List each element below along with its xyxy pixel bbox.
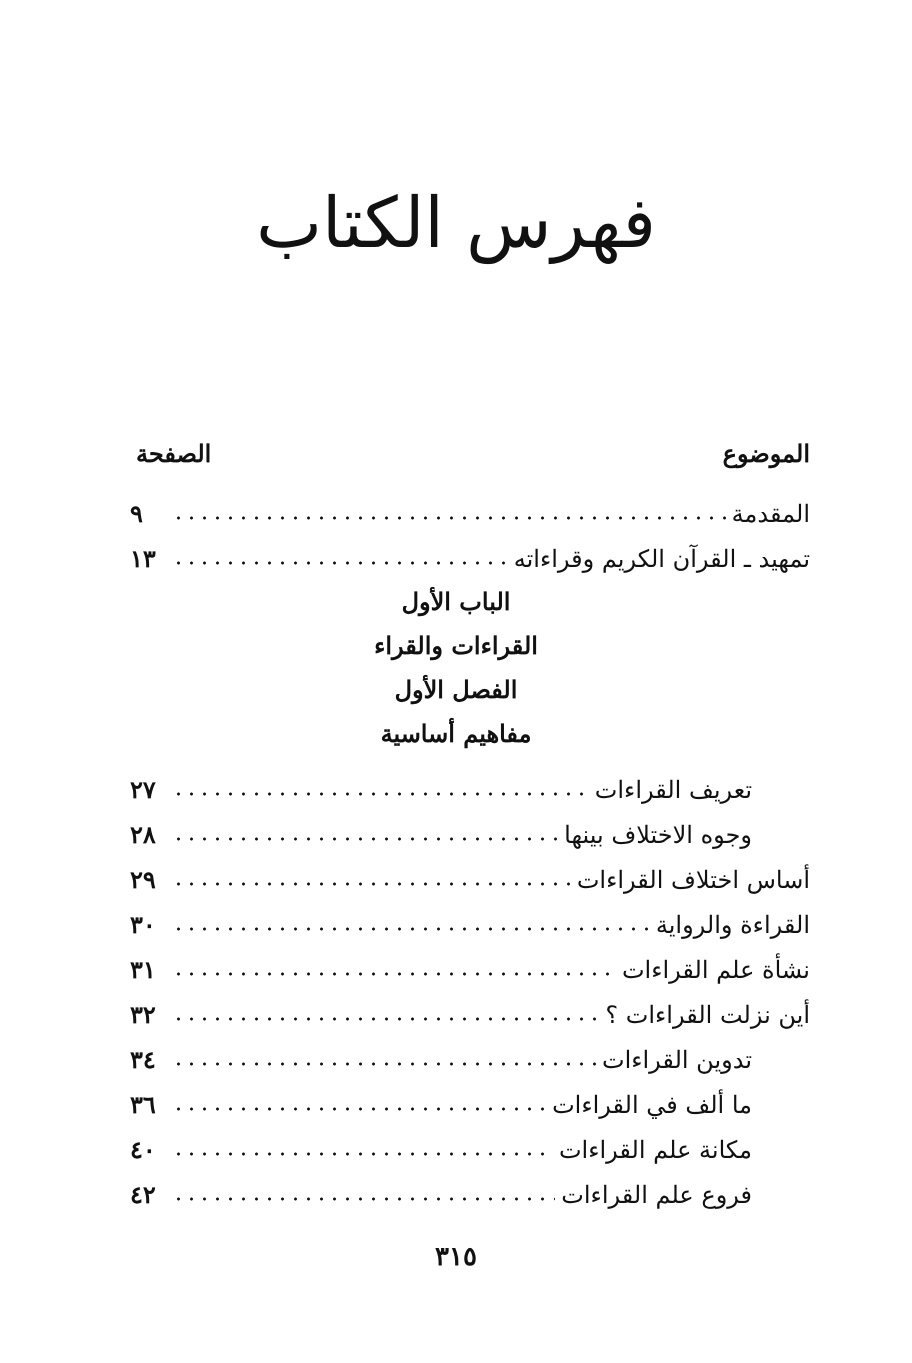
leader-dots xyxy=(172,514,726,522)
leader-dots xyxy=(172,1015,599,1023)
toc-entry-page: ٢٩ xyxy=(130,865,156,894)
toc-entry-label: فروع علم القراءات xyxy=(561,1181,752,1209)
page-column-header: الصفحة xyxy=(136,439,212,468)
page-title: فهرس الكتاب xyxy=(256,182,656,264)
leader-dots xyxy=(172,880,571,888)
toc-entry-page: ٣٠ xyxy=(130,910,156,939)
page-number: ٣١٥ xyxy=(435,1242,477,1272)
toc-entry xyxy=(130,1081,752,1117)
toc-entry-page: ١٣ xyxy=(130,544,156,573)
toc-entry xyxy=(130,1036,752,1072)
topic-column-header: الموضوع xyxy=(722,439,810,468)
leader-dots xyxy=(172,835,558,843)
toc-entry-page: ٢٧ xyxy=(130,775,156,804)
leader-dots xyxy=(172,970,616,978)
toc-entry xyxy=(130,856,810,892)
toc-entry-label: وجوه الاختلاف بينها xyxy=(564,821,752,849)
toc-entry xyxy=(130,1126,752,1162)
toc-entry-page: ٣٢ xyxy=(130,1000,156,1029)
toc-entry xyxy=(130,490,810,526)
toc-entry-label: أين نزلت القراءات ؟ xyxy=(605,1001,810,1029)
leader-dots xyxy=(172,1150,553,1158)
toc-entry-label: تدوين القراءات xyxy=(601,1046,752,1074)
toc-entry-label: مكانة علم القراءات xyxy=(558,1136,752,1164)
toc-entry xyxy=(130,811,752,847)
toc-entry-page: ٣١ xyxy=(130,955,156,984)
leader-dots xyxy=(172,790,589,798)
toc-entry xyxy=(130,1171,752,1207)
toc-entry-page: ٣٤ xyxy=(130,1045,156,1074)
toc-entry-label: نشأة علم القراءات xyxy=(621,956,810,984)
toc-entry-label: المقدمة xyxy=(731,500,810,528)
leader-dots xyxy=(172,1105,546,1113)
leader-dots xyxy=(172,559,508,567)
part-heading: الباب الأول xyxy=(401,587,511,616)
toc-entry-page: ٤٢ xyxy=(130,1180,156,1209)
toc-entry-page: ٩ xyxy=(130,499,143,528)
toc-entry xyxy=(130,901,810,937)
leader-dots xyxy=(172,1195,555,1203)
toc-entry-label: تمهيد ـ القرآن الكريم وقراءاته xyxy=(513,545,810,573)
toc-entry-page: ٢٨ xyxy=(130,820,156,849)
part-subtitle: القراءات والقراء xyxy=(374,631,538,660)
toc-entry-label: تعريف القراءات xyxy=(594,776,752,804)
chapter-heading: الفصل الأول xyxy=(394,675,518,704)
toc-entry xyxy=(130,766,752,802)
toc-entry-label: أساس اختلاف القراءات xyxy=(576,866,810,894)
toc-entry-label: القراءة والرواية xyxy=(655,911,810,939)
leader-dots xyxy=(172,1060,596,1068)
toc-entry xyxy=(130,946,810,982)
toc-entry-page: ٤٠ xyxy=(130,1135,156,1164)
chapter-subtitle: مفاهيم أساسية xyxy=(380,719,532,748)
leader-dots xyxy=(172,925,650,933)
toc-entry xyxy=(130,535,810,571)
toc-entry-label: ما ألف في القراءات xyxy=(552,1091,752,1119)
toc-entry xyxy=(130,991,810,1027)
toc-entry-page: ٣٦ xyxy=(130,1090,156,1119)
